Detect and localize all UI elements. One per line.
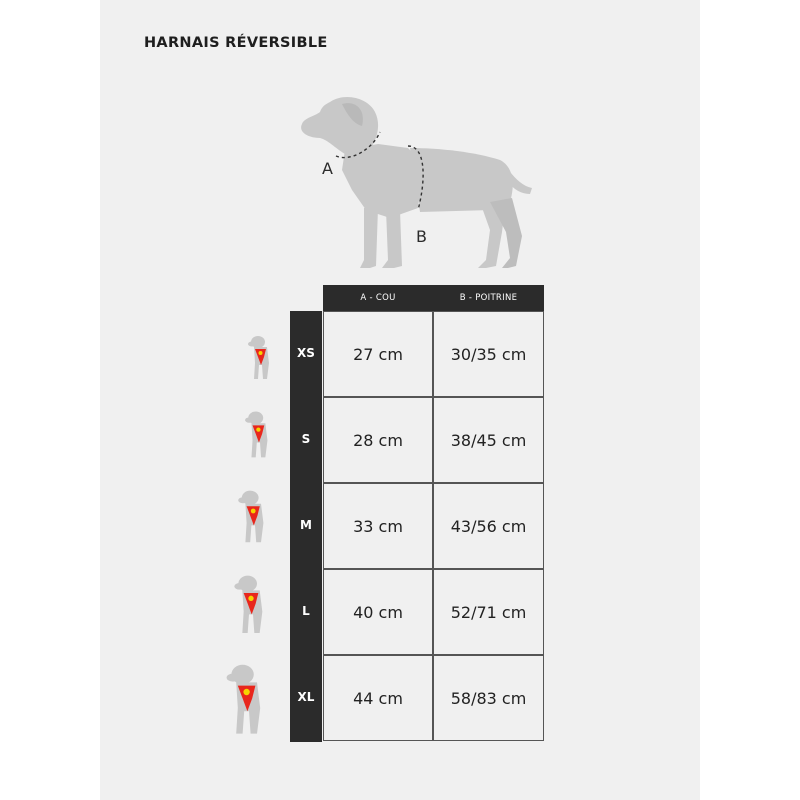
size-column	[290, 311, 322, 742]
cell-l-chest: 52/71 cm	[433, 569, 544, 655]
cell-xl-neck: 44 cm	[323, 655, 433, 741]
page-title: HARNAIS RÉVERSIBLE	[144, 35, 328, 51]
size-label-l: L	[302, 604, 310, 618]
dog-harness-xs-icon	[247, 335, 277, 381]
cell-xs-neck: 27 cm	[323, 311, 433, 397]
header-neck: A - COU	[323, 285, 433, 311]
label-b: B	[416, 227, 427, 246]
size-label-xl: XL	[297, 690, 315, 704]
header-chest: B - POITRINE	[433, 285, 544, 311]
size-label-xs: XS	[297, 346, 315, 360]
size-label-s: S	[301, 432, 311, 446]
cell-xs-chest: 30/35 cm	[433, 311, 544, 397]
cell-s-chest: 38/45 cm	[433, 397, 544, 483]
dog-harness-s-icon	[244, 410, 276, 460]
cell-m-chest: 43/56 cm	[433, 483, 544, 569]
cell-m-neck: 33 cm	[323, 483, 433, 569]
label-a: A	[322, 159, 333, 178]
dog-harness-l-icon	[233, 572, 273, 638]
dog-harness-xl-icon	[225, 660, 273, 740]
cell-l-neck: 40 cm	[323, 569, 433, 655]
dog-harness-m-icon	[237, 487, 273, 547]
dog-measurement-diagram	[290, 90, 540, 280]
cell-xl-chest: 58/83 cm	[433, 655, 544, 741]
size-label-m: M	[300, 518, 312, 532]
cell-s-neck: 28 cm	[323, 397, 433, 483]
